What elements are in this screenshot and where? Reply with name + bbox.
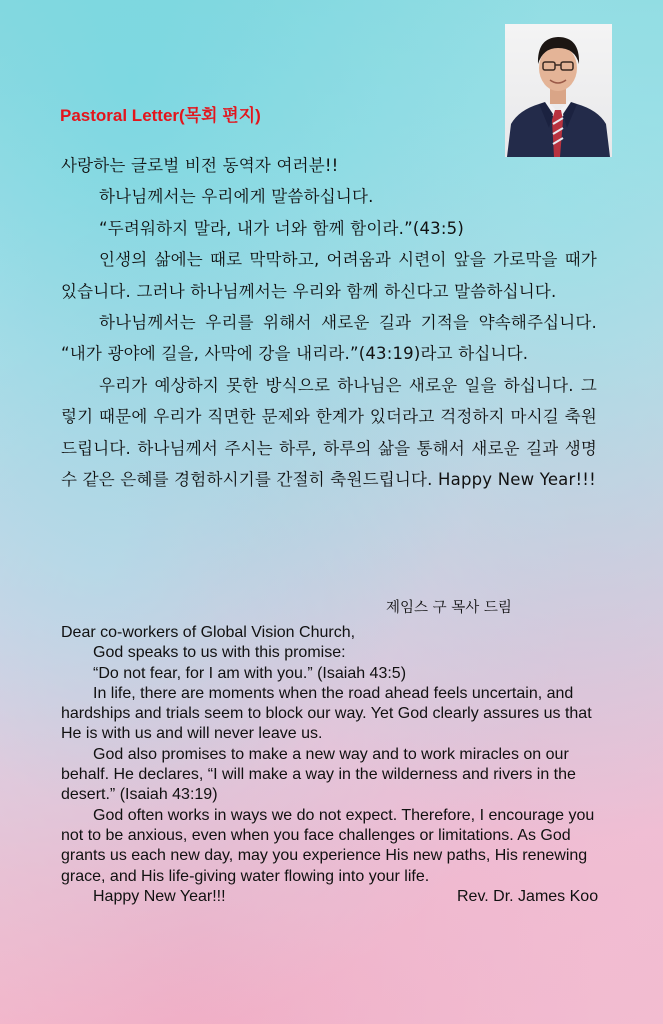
korean-greeting: 사랑하는 글로벌 비전 동역자 여러분!! xyxy=(61,156,339,175)
english-closing-line xyxy=(61,887,606,907)
english-paragraph-4: God also promises to make a new way and to work miracles on our behalf. He declares, “I will make a way in the wilderness and rivers in the desert.” (Isaiah 43:19) xyxy=(61,745,576,804)
english-paragraph-5: God often works in ways we do not expect. Therefore, I encourage you not to be anxious, even when you face challenges or limitations. As God grants us each new day, may you experience His new paths, His renewing grace, and His life-giving water flowing into your life. xyxy=(61,806,595,885)
korean-paragraph-2: “두려워하지 말라, 내가 너와 함께 함이라.”(43:5) xyxy=(99,218,464,238)
korean-letter xyxy=(61,150,597,495)
letter-title: Pastoral Letter(목회 편지) xyxy=(60,106,261,125)
korean-paragraph-5: 우리가 예상하지 못한 방식으로 하나님은 새로운 일을 하십니다. 그렇기 때문에 우리가 직면한 문제와 한계가 있더라고 걱정하지 마시길 축원드립니다. 하나님께서 주시는 하루, 하루의 삶을 통해서 새로운 길과 생명수 같은 은혜를 경험하시기를 간절히 축원드립니다. Happy New Year!!! xyxy=(61,375,597,490)
english-letter xyxy=(61,623,606,907)
english-paragraph-3: In life, there are moments when the road ahead feels uncertain, and hardships and trials seem to block our way. Yet God clearly assures us that He is with us and will never leave us. xyxy=(61,684,592,743)
english-paragraph-1: God speaks to us with this promise: xyxy=(93,644,346,662)
english-paragraph-2: “Do not fear, for I am with you.” (Isaiah 43:5) xyxy=(93,664,407,682)
english-greeting: Dear co-workers of Global Vision Church, xyxy=(61,624,356,641)
pastor-photo xyxy=(505,24,612,157)
korean-paragraph-4: 하나님께서는 우리를 위해서 새로운 길과 기적을 약속해주십니다. “내가 광야에 길을, 사막에 강을 내리라.”(43:19)라고 하십니다. xyxy=(61,313,597,364)
korean-signature: 제임스 구 목사 드림 xyxy=(386,600,512,616)
korean-paragraph-1: 하나님께서는 우리에게 말씀하십니다. xyxy=(99,187,374,207)
english-closing: Happy New Year!!! xyxy=(93,887,226,905)
korean-paragraph-3: 인생의 삶에는 때로 막막하고, 어려움과 시련이 앞을 가로막을 때가 있습니다. 그러나 하나님께서는 우리와 함께 하신다고 말씀하십니다. xyxy=(61,250,597,301)
english-signature: Rev. Dr. James Koo xyxy=(457,887,599,905)
